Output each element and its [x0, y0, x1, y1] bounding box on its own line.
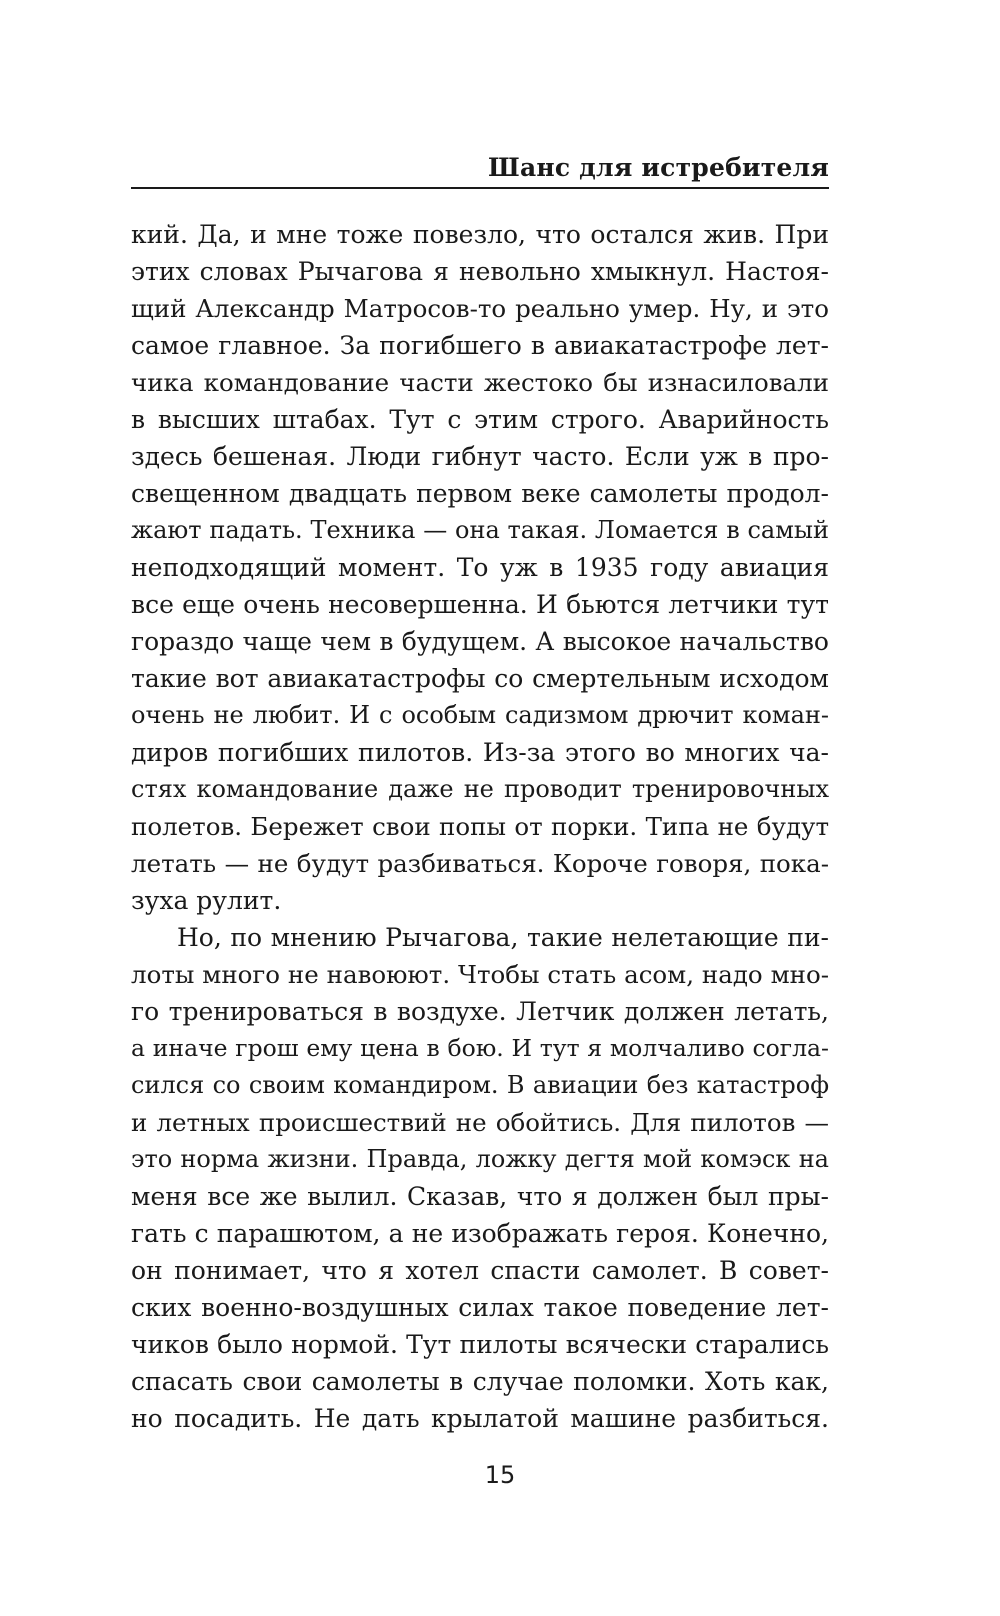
- text-line: самое главное. За погибшего в авиакатастрофе лет-: [131, 331, 829, 360]
- text-line: сился со своим командиром. В авиации без катастроф: [131, 1071, 829, 1099]
- text-line: полетов. Бережет свои попы от порки. Типа не будут: [131, 812, 829, 841]
- body-text: [131, 216, 829, 1437]
- text-line: но посадить. Не дать крылатой машине разбиться.: [131, 1404, 829, 1433]
- text-line: все еще очень несовершенна. И бьются летчики тут: [131, 590, 829, 619]
- text-line: диров погибших пилотов. Из-за этого во многих ча-: [131, 738, 829, 767]
- text-line: свещенном двадцать первом веке самолеты продол-: [131, 479, 829, 508]
- text-line: меня все же вылил. Сказав, что я должен был пры-: [131, 1182, 829, 1211]
- text-line: и летных происшествий не обойтись. Для пилотов —: [131, 1108, 829, 1137]
- page-number: 15: [484, 1461, 516, 1489]
- header-rule: [131, 187, 829, 189]
- text-line: спасать свои самолеты в случае поломки. Хоть как,: [131, 1367, 829, 1396]
- text-line: стях командование даже не проводит тренировочных: [131, 775, 829, 803]
- text-line: чиков было нормой. Тут пилоты всячески старались: [131, 1330, 829, 1359]
- text-line: этих словах Рычагова я невольно хмыкнул. Настоя-: [131, 257, 829, 286]
- text-line: здесь бешеная. Люди гибнут часто. Если уж в про-: [131, 442, 829, 471]
- paragraph-first-line: Но, по мнению Рычагова, такие нелетающие пи-: [177, 923, 829, 952]
- text-line: летать — не будут разбиваться. Короче говоря, пока-: [131, 849, 829, 878]
- text-line: кий. Да, и мне тоже повезло, что остался жив. При: [131, 220, 829, 249]
- paragraph-end-line: зуха рулит.: [131, 886, 282, 915]
- text-line: такие вот авиакатастрофы со смертельным исходом: [131, 664, 829, 693]
- text-line: лоты много не навоюют. Чтобы стать асом, надо мно-: [131, 960, 829, 989]
- text-line: го тренироваться в воздухе. Летчик должен летать,: [131, 997, 829, 1026]
- text-line: неподходящий момент. То уж в 1935 году авиация: [131, 553, 829, 582]
- text-line: гораздо чаще чем в будущем. А высокое начальство: [131, 627, 829, 656]
- text-line: ских военно-воздушных силах такое поведение лет-: [131, 1293, 829, 1322]
- text-line: чика командование части жестоко бы изнасиловали: [131, 368, 829, 397]
- text-line: жают падать. Техника — она такая. Ломается в самый: [131, 516, 829, 544]
- text-line: очень не любит. И с особым садизмом дрючит коман-: [131, 701, 829, 729]
- text-line: щий Александр Матросов-то реально умер. Ну, и это: [131, 294, 829, 323]
- text-line: это норма жизни. Правда, ложку дегтя мой комэск на: [131, 1145, 829, 1173]
- text-line: а иначе грош ему цена в бою. И тут я молчаливо согла-: [131, 1034, 829, 1062]
- text-line: гать с парашютом, а не изображать героя. Конечно,: [131, 1219, 829, 1248]
- text-line: в высших штабах. Тут с этим строго. Аварийность: [131, 405, 829, 434]
- text-line: он понимает, что я хотел спасти самолет. В совет-: [131, 1256, 829, 1285]
- running-header: Шанс для истребителя: [488, 153, 829, 182]
